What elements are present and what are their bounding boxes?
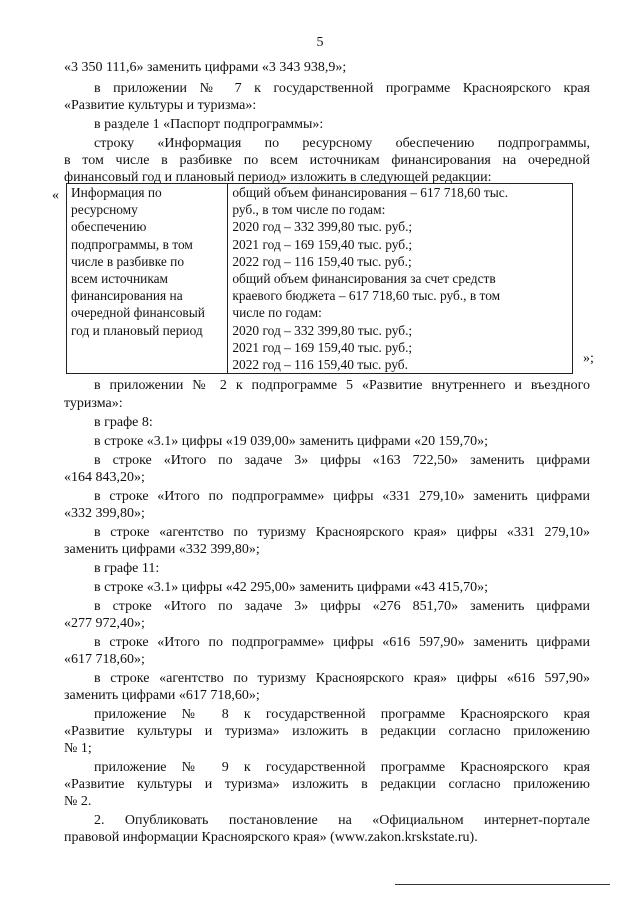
text-line: в строке «Итого по подпрограмме» цифры «331 279,10» заменить цифрами [94,489,590,504]
cell-line: Информация по [71,185,162,200]
cell-line: общий объем финансирования – 617 718,60 тыс. [232,185,509,200]
footer-rule [395,884,610,885]
text-line: в приложении № 7 к государственной программе Красноярского края [94,81,590,96]
text-line: в разделе 1 «Паспорт подпрограммы»: [94,117,324,132]
text-line: в строке «агентство по туризму Красноярского края» цифры «616 597,90» [94,671,590,686]
cell-line: 2022 год – 116 159,40 тыс. руб.; [232,253,412,269]
cell-line: 2020 год – 332 399,80 тыс. руб.; [232,322,413,338]
text-line: заменить цифрами «332 399,80»; [64,542,260,557]
cell-line: числе по годам: [232,305,322,321]
text-line: в том числе в разбивке по всем источникам финансирования на очередной [64,153,590,168]
page-number: 5 [316,35,324,50]
text-line: «617 718,60»; [64,652,145,667]
text-line: в графе 11: [94,561,160,576]
table-left-cell [67,184,228,374]
text-line: приложение № 8 к государственной программе Красноярского края [94,707,590,722]
cell-line: год и плановый период [71,322,203,338]
text-line: в строке «агентство по туризму Красноярского края» цифры «331 279,10» [94,525,590,540]
cell-line: 2020 год – 332 399,80 тыс. руб.; [232,219,413,235]
text-line: «3 350 111,6» заменить цифрами «3 343 938,9»; [64,60,347,75]
text-line: строку «Информация по ресурсному обеспечению подпрограммы, [94,136,590,151]
text-line: финансовый год и плановый период» изложить в следующей редакции: [64,170,492,185]
text-line: «164 843,20»; [64,470,145,485]
cell-line: 2021 год – 169 159,40 тыс. руб.; [232,339,413,355]
text-line: «Развитие культуры и туризма» изложить в редакции согласно приложению [64,777,590,792]
text-line: № 1; [64,741,92,756]
text-line: в графе 8: [94,415,153,430]
cell-line: подпрограммы, в том [71,236,193,252]
text-line: «332 399,80»; [64,506,145,521]
text-line: «277 972,40»; [64,616,145,631]
text-line: № 2. [64,794,92,809]
cell-line: ресурсному [71,202,138,218]
cell-line: 2021 год – 169 159,40 тыс. руб.; [232,236,413,252]
cell-line: всем источникам [71,271,169,287]
open-quote: « [52,188,59,203]
table-right-cell [228,184,573,374]
text-line: туризма»: [64,396,123,411]
text-line: в строке «Итого по подпрограмме» цифры «616 597,90» заменить цифрами [94,635,590,650]
text-line: 2. Опубликовать постановление на «Официальном интернет-портале [94,813,590,828]
text-line: «Развитие культуры и туризма» изложить в редакции согласно приложению [64,724,590,739]
cell-line: обеспечению [71,219,147,235]
text-line: в строке «3.1» цифры «19 039,00» заменить цифрами «20 159,70»; [94,434,489,449]
cell-line: краевого бюджета – 617 718,60 тыс. руб., в том [232,288,501,304]
text-line: в приложении № 2 к подпрограмме 5 «Развитие внутреннего и въездного [94,378,590,393]
cell-line: общий объем финансирования за счет средств [232,271,496,287]
cell-line: очередной финансовый [71,305,205,321]
text-line: приложение № 9 к государственной программе Красноярского края [94,760,590,775]
resource-info-table [66,183,573,374]
text-line: в строке «Итого по задаче 3» цифры «163 722,50» заменить цифрами [94,453,590,468]
text-line: «Развитие культуры и туризма»: [64,98,257,113]
text-line: правовой информации Красноярского края» (www.zakon.krskstate.ru). [64,830,478,845]
text-line: в строке «3.1» цифры «42 295,00» заменить цифрами «43 415,70»; [94,580,489,595]
text-line: в строке «Итого по задаче 3» цифры «276 851,70» заменить цифрами [94,599,590,614]
cell-line: руб., в том числе по годам: [232,202,386,218]
cell-line: числе в разбивке по [71,253,185,269]
cell-line: финансирования на [71,288,183,304]
text-line: заменить цифрами «617 718,60»; [64,688,260,703]
close-quote: »; [583,351,594,366]
cell-line: 2022 год – 116 159,40 тыс. руб. [232,357,408,373]
